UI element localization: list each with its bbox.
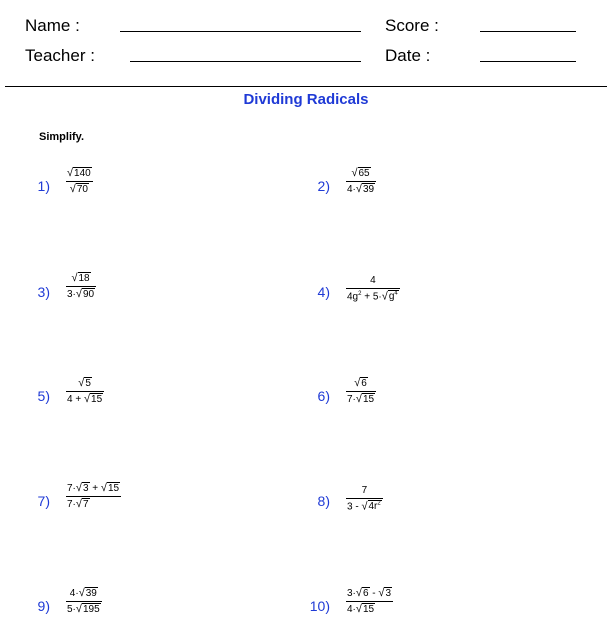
fraction [66, 483, 121, 510]
problem-number: 4) [317, 284, 330, 300]
date-blank[interactable] [480, 61, 576, 62]
problem-7-expression [66, 483, 121, 510]
problem-number: 9) [37, 598, 50, 614]
radical: √6 [355, 587, 369, 599]
fraction [66, 588, 102, 615]
problem-6-expression [346, 378, 376, 405]
radical: √90 [75, 288, 95, 300]
denominator: 4 + √15 [67, 393, 103, 405]
teacher-label: Teacher : [25, 46, 95, 65]
fraction [66, 273, 96, 300]
problem-2-expression [346, 168, 376, 195]
problem-number: 7) [37, 493, 50, 509]
denominator: 3·√90 [67, 288, 95, 300]
radical: √39 [78, 587, 97, 599]
problem-number: 8) [317, 493, 330, 509]
numerator: 4 [370, 275, 376, 286]
denominator: 4·√39 [347, 183, 375, 195]
numerator [66, 273, 96, 286]
problem-number: 2) [317, 178, 330, 194]
score-label: Score : [385, 16, 439, 35]
date-label: Date : [385, 46, 431, 65]
numerator: 7 [361, 485, 368, 496]
name-blank[interactable] [120, 31, 361, 32]
denominator: 4·√15 [346, 601, 393, 615]
problem-number: 5) [37, 388, 50, 404]
radical: √15 [83, 393, 103, 405]
radical: √18 [71, 272, 90, 284]
problem-number: 10) [309, 598, 330, 614]
radical: √70 [69, 183, 88, 195]
radical: $√4r^2$ [361, 500, 381, 513]
denominator: 7·√15 [347, 393, 375, 405]
problem-10-expression [346, 588, 393, 615]
radical: √5 [78, 377, 91, 389]
denominator [66, 181, 93, 195]
radical: $√g^4$ [381, 290, 398, 303]
fraction [346, 486, 383, 512]
radical: √140 [67, 167, 91, 179]
radical: √39 [355, 183, 375, 195]
denominator: 5·√195 [67, 603, 100, 615]
fraction [66, 168, 93, 195]
score-blank[interactable] [480, 31, 576, 32]
radical: √7 [75, 498, 89, 510]
radical: √6 [354, 377, 367, 389]
numerator: 7·√3 + √15 [67, 482, 120, 494]
fraction [66, 378, 104, 405]
problem-number: 3) [37, 284, 50, 300]
problem-9-expression [66, 588, 102, 615]
numerator [346, 378, 376, 391]
radical: √3 [75, 482, 89, 494]
header-divider [5, 86, 607, 87]
teacher-blank[interactable] [130, 61, 361, 62]
radical: √15 [100, 482, 120, 494]
fraction [346, 276, 400, 302]
denominator: 7·√7 [66, 496, 121, 510]
numerator [346, 168, 376, 181]
radical: √15 [355, 393, 375, 405]
denominator: $4g^2 + 5\cdot√g^4$ [346, 288, 400, 302]
problem-number: 1) [37, 178, 50, 194]
problem-4-expression [346, 276, 400, 302]
problem-number: 6) [317, 388, 330, 404]
numerator: 4·√39 [69, 587, 97, 599]
denominator: $3 - √4r^2$ [346, 498, 383, 512]
problem-3-expression [66, 273, 96, 300]
fraction [346, 588, 393, 615]
fraction [346, 378, 376, 405]
problem-8-expression [346, 486, 383, 512]
radical: √65 [351, 167, 370, 179]
radical: √3 [378, 587, 392, 599]
fraction [346, 168, 376, 195]
problem-5-expression [66, 378, 104, 405]
radical: √195 [75, 603, 100, 615]
worksheet-title: Dividing Radicals [243, 91, 369, 108]
instructions: Simplify. [39, 131, 85, 143]
problem-1-expression [66, 168, 93, 195]
numerator [66, 378, 104, 391]
radical: √15 [355, 603, 375, 615]
name-label: Name : [25, 16, 80, 35]
numerator: 3·√6 - √3 [347, 587, 392, 599]
numerator [66, 168, 93, 181]
